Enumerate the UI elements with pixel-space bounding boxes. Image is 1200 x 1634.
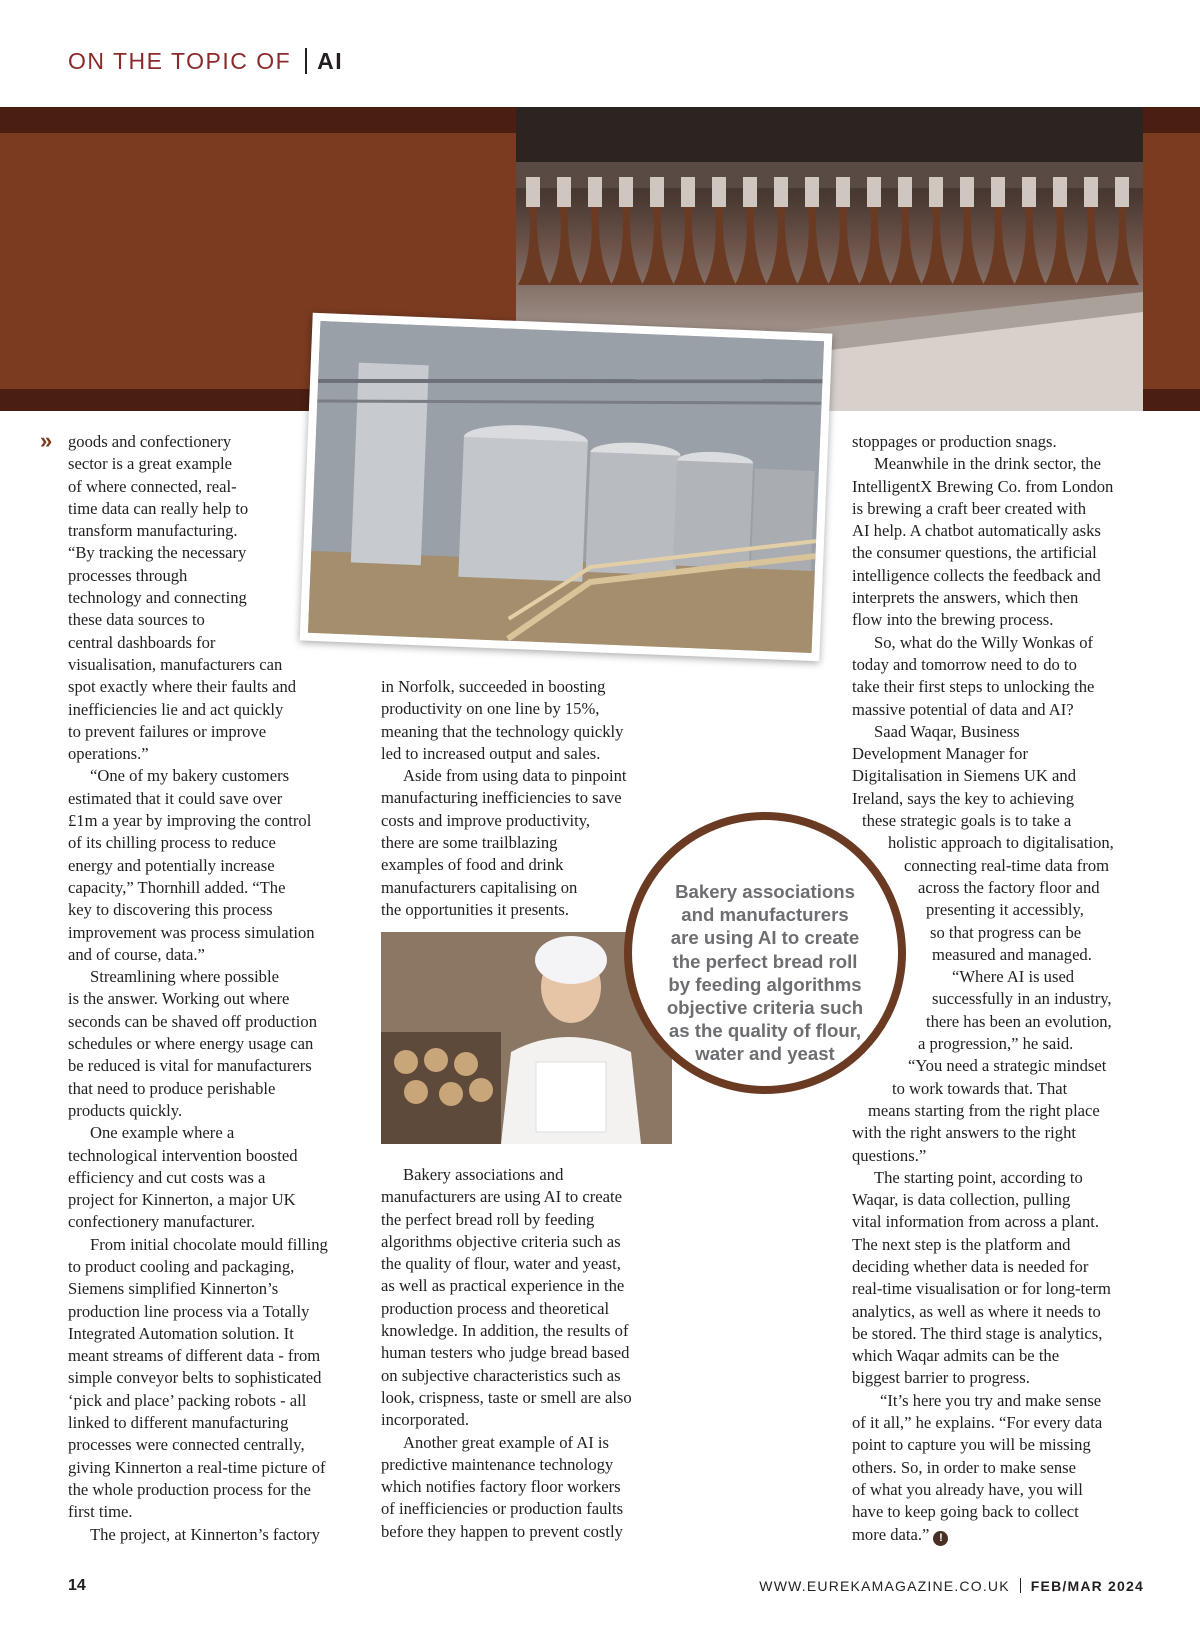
- text-line: algorithms objective criteria such as: [381, 1231, 621, 1251]
- text-line: Development Manager for: [852, 744, 1029, 764]
- text-line: operations.”: [68, 744, 149, 764]
- text-line: sector is a great example: [68, 454, 233, 474]
- chocolate-stream-shape: [1076, 207, 1108, 285]
- text-line: Saad Waqar, Business: [874, 721, 1020, 741]
- nozzle-shape: [774, 177, 788, 207]
- nozzle-shape: [526, 177, 540, 207]
- text-line: Digitalisation in Siemens UK and: [852, 766, 1076, 786]
- text-line: with the right answers to the right: [852, 1123, 1076, 1143]
- text-line: interprets the answers, which then: [852, 588, 1079, 608]
- pull-quote-text: [632, 880, 898, 1066]
- chocolate-stream-shape: [549, 207, 581, 285]
- chocolate-stream-shape: [921, 207, 953, 285]
- text-line: Aside from using data to pinpoint: [403, 766, 627, 786]
- text-line: meant streams of different data - from: [68, 1346, 321, 1366]
- text-line: of where connected, real-: [68, 476, 237, 496]
- text-line: products quickly.: [68, 1100, 183, 1120]
- text-line: Bakery associations and: [403, 1165, 564, 1184]
- chocolate-stream-shape: [797, 207, 829, 285]
- text-line: transform manufacturing.: [68, 521, 238, 541]
- pull-quote-line: the perfect bread roll: [672, 950, 858, 972]
- chocolate-stream-shape: [952, 207, 984, 285]
- text-line: led to increased output and sales.: [381, 743, 601, 763]
- text-line: project for Kinnerton, a major UK: [68, 1190, 296, 1210]
- nozzle-shape: [805, 177, 819, 207]
- text-line: So, what do the Willy Wonkas of: [874, 632, 1094, 652]
- text-line: “It’s here you try and make sense: [880, 1390, 1102, 1410]
- nozzle-shape: [619, 177, 633, 207]
- header-divider: [305, 48, 307, 74]
- text-line: giving Kinnerton a real-time picture of: [68, 1457, 326, 1477]
- page-number: 14: [68, 1577, 86, 1594]
- pull-quote-line: objective criteria such: [666, 997, 864, 1019]
- text-line: “By tracking the necessary: [68, 543, 247, 563]
- text-line: technology and connecting: [68, 588, 247, 608]
- text-line: the perfect bread roll by feeding: [381, 1209, 595, 1229]
- text-line: central dashboards for: [68, 632, 216, 652]
- text-line: processes through: [68, 565, 188, 585]
- nozzle-shape: [991, 177, 1005, 207]
- text-line: Ireland, says the key to achieving: [852, 788, 1075, 808]
- chocolate-stream-shape: [828, 207, 860, 285]
- text-line: there has been an evolution,: [926, 1011, 1112, 1031]
- text-line: to product cooling and packaging,: [68, 1256, 295, 1276]
- text-line: Meanwhile in the drink sector, the: [874, 454, 1101, 474]
- text-line: questions.”: [852, 1145, 927, 1165]
- topic-label: AI: [317, 48, 344, 74]
- text-line: schedules or where energy usage can: [68, 1034, 314, 1054]
- text-line: estimated that it could save over: [68, 788, 283, 808]
- pull-quote-circle: [624, 812, 906, 1094]
- article-column-2-lower: [381, 1164, 673, 1543]
- text-line: “You need a strategic mindset: [908, 1056, 1107, 1076]
- text-line: manufacturers are using AI to create: [381, 1187, 622, 1207]
- text-line: production line process via a Totally: [68, 1301, 310, 1321]
- text-line: and of course, data.”: [68, 944, 205, 964]
- text-line: Another great example of AI is: [403, 1432, 609, 1452]
- text-line: be reduced is vital for manufacturers: [68, 1056, 312, 1076]
- nozzle-shape: [1022, 177, 1036, 207]
- chocolate-stream-shape: [1014, 207, 1046, 285]
- text-line: From initial chocolate mould filling: [90, 1234, 328, 1254]
- text-line: The project, at Kinnerton’s factory: [90, 1524, 320, 1544]
- text-line: The starting point, according to: [874, 1167, 1083, 1187]
- text-line: productivity on one line by 15%,: [381, 699, 600, 719]
- text-line: there are some trailblazing: [381, 833, 558, 853]
- chocolate-stream-shape: [1107, 207, 1139, 285]
- chocolate-stream-shape: [1045, 207, 1077, 285]
- text-line: these data sources to: [68, 610, 205, 630]
- text-line: processes were connected centrally,: [68, 1435, 305, 1455]
- text-line: so that progress can be: [930, 922, 1082, 942]
- text-line: knowledge. In addition, the results of: [381, 1321, 629, 1341]
- text-line: human testers who judge bread based: [381, 1343, 630, 1363]
- text-line: before they happen to prevent costly: [381, 1521, 623, 1541]
- pull-quote-line: Bakery associations: [675, 881, 855, 902]
- chocolate-stream-shape: [642, 207, 674, 285]
- text-line: a progression,” he said.: [918, 1034, 1074, 1054]
- text-line: be stored. The third stage is analytics,: [852, 1323, 1103, 1343]
- text-line: “One of my bakery customers: [90, 766, 290, 786]
- text-line: is the answer. Working out where: [68, 989, 290, 1009]
- text-line: of it all,” he explains. “For every data: [852, 1413, 1103, 1433]
- footer-divider: [1020, 1578, 1021, 1593]
- text-line: the whole production process for the: [68, 1479, 311, 1499]
- nozzle-shape: [836, 177, 850, 207]
- text-line: first time.: [68, 1502, 133, 1522]
- text-line: Siemens simplified Kinnerton’s: [68, 1279, 279, 1299]
- text-line: across the factory floor and: [918, 877, 1100, 897]
- text-line: intelligence collects the feedback and: [852, 565, 1101, 585]
- text-line: The next step is the platform and: [852, 1234, 1071, 1254]
- end-of-article-icon: !: [933, 1531, 948, 1546]
- text-line: IntelligentX Brewing Co. from London: [852, 476, 1114, 496]
- chocolate-stream-shape: [704, 207, 736, 285]
- text-line: deciding whether data is needed for: [852, 1256, 1089, 1276]
- text-line: connecting real-time data from: [904, 855, 1110, 875]
- nozzle-shape: [898, 177, 912, 207]
- nozzle-shape: [867, 177, 881, 207]
- nozzle-shape: [743, 177, 757, 207]
- text-line: goods and confectionery: [68, 432, 232, 451]
- chocolate-stream-shape: [611, 207, 643, 285]
- nozzle-shape: [1115, 177, 1129, 207]
- text-line: of inefficiencies or production faults: [381, 1499, 624, 1519]
- nozzle-shape: [650, 177, 664, 207]
- factory-tanks-illustration: [308, 321, 824, 653]
- text-line: analytics, as well as where it needs to: [852, 1301, 1101, 1321]
- nozzle-shape: [681, 177, 695, 207]
- text-line: measured and managed.: [932, 944, 1092, 964]
- chocolate-stream-shape: [673, 207, 705, 285]
- text-line: examples of food and drink: [381, 855, 564, 875]
- text-line: incorporated.: [381, 1410, 470, 1430]
- continuation-marker: »: [40, 428, 53, 453]
- text-line: technological intervention boosted: [68, 1145, 298, 1165]
- chocolate-stream-shape: [890, 207, 922, 285]
- text-line: seconds can be shaved off production: [68, 1011, 317, 1031]
- chocolate-stream-shape: [518, 207, 550, 285]
- text-line: the opportunities it presents.: [381, 899, 570, 919]
- text-line: vital information from across a plant.: [852, 1212, 1099, 1232]
- text-line: of what you already have, you will: [852, 1479, 1083, 1499]
- text-line: point to capture you will be missing: [852, 1435, 1091, 1455]
- text-line: the quality of flour, water and yeast,: [381, 1254, 621, 1274]
- text-line: is brewing a craft beer created with: [852, 498, 1087, 518]
- text-line: improvement was process simulation: [68, 922, 315, 942]
- text-line: flow into the brewing process.: [852, 610, 1054, 630]
- text-line: look, crispness, taste or smell are also: [381, 1387, 632, 1407]
- chocolate-stream-shape: [580, 207, 612, 285]
- text-line: which Waqar admits can be the: [852, 1346, 1060, 1366]
- text-line: successfully in an industry,: [932, 989, 1112, 1009]
- nozzle-shape: [588, 177, 602, 207]
- nozzle-shape: [712, 177, 726, 207]
- text-line: energy and potentially increase: [68, 855, 275, 875]
- factory-tanks-image: [308, 321, 824, 653]
- text-line: stoppages or production snags.: [852, 432, 1057, 451]
- text-line: AI help. A chatbot automatically asks: [852, 521, 1101, 541]
- text-line: presenting it accessibly,: [926, 900, 1084, 920]
- text-line: manufacturers capitalising on: [381, 877, 578, 897]
- text-line: costs and improve productivity,: [381, 810, 591, 830]
- text-line: today and tomorrow need to do to: [852, 654, 1077, 674]
- text-line: meaning that the technology quickly: [381, 721, 624, 741]
- pull-quote-line: and manufacturers: [681, 904, 849, 926]
- text-line: which notifies factory floor workers: [381, 1477, 621, 1497]
- text-line: Integrated Automation solution. It: [68, 1323, 294, 1343]
- chocolate-stream-shape: [983, 207, 1015, 285]
- text-line: to prevent failures or improve: [68, 721, 267, 741]
- text-line: holistic approach to digitalisation,: [888, 833, 1114, 853]
- text-line: One example where a: [90, 1123, 235, 1143]
- text-line: predictive maintenance technology: [381, 1454, 614, 1474]
- text-line: the consumer questions, the artificial: [852, 543, 1097, 563]
- text-line: time data can really help to: [68, 498, 249, 518]
- pull-quote-line: are using AI to create: [670, 927, 860, 949]
- section-label: ON THE TOPIC OF: [68, 48, 292, 74]
- article-column-2-upper: [381, 676, 673, 921]
- text-line: massive potential of data and AI?: [852, 699, 1074, 719]
- text-line: means starting from the right place: [868, 1100, 1100, 1120]
- pull-quote-line: by feeding algorithms: [668, 973, 862, 995]
- text-line: that need to produce perishable: [68, 1078, 276, 1098]
- text-line: Streamlining where possible: [90, 967, 279, 987]
- article-column-1: [68, 431, 370, 1546]
- text-line: others. So, in order to make sense: [852, 1457, 1076, 1477]
- text-line: key to discovering this process: [68, 900, 273, 920]
- text-line: capacity,” Thornhill added. “The: [68, 877, 286, 897]
- pull-quote-line: as the quality of flour,: [668, 1020, 862, 1042]
- text-line: production process and theoretical: [381, 1298, 610, 1318]
- chocolate-stream-shape: [766, 207, 798, 285]
- text-line: inefficiencies lie and act quickly: [68, 699, 284, 719]
- text-line: manufacturing inefficiencies to save: [381, 788, 622, 808]
- text-line: linked to different manufacturing: [68, 1413, 289, 1433]
- issue-date: FEB/MAR 2024: [1030, 1578, 1144, 1594]
- text-line: biggest barrier to progress.: [852, 1368, 1030, 1388]
- text-line: real-time visualisation or for long-term: [852, 1279, 1111, 1299]
- nozzle-shape: [1084, 177, 1098, 207]
- text-line: confectionery manufacturer.: [68, 1212, 256, 1232]
- text-line: simple conveyor belts to sophisticated: [68, 1368, 322, 1388]
- text-line: Waqar, is data collection, pulling: [852, 1190, 1071, 1210]
- text-line: ‘pick and place’ packing robots - all: [68, 1390, 307, 1410]
- text-line: spot exactly where their faults and: [68, 677, 297, 697]
- nozzle-shape: [960, 177, 974, 207]
- text-line: take their first steps to unlocking the: [852, 677, 1095, 697]
- text-line: to work towards that. That: [892, 1078, 1068, 1098]
- text-line: have to keep going back to collect: [852, 1502, 1079, 1522]
- text-line: on subjective characteristics such as: [381, 1365, 621, 1385]
- chocolate-stream-shape: [735, 207, 767, 285]
- text-line: more data.” !: [852, 1524, 1144, 1546]
- website-url: WWW.EUREKAMAGAZINE.CO.UK: [759, 1578, 1010, 1594]
- text-line: visualisation, manufacturers can: [68, 654, 283, 674]
- text-line: these strategic goals is to take a: [862, 811, 1072, 831]
- nozzle-shape: [1053, 177, 1067, 207]
- factory-tanks-photo: [300, 313, 833, 662]
- pull-quote-line: water and yeast: [695, 1043, 835, 1065]
- footer-info: [759, 1578, 1144, 1594]
- text-line: as well as practical experience in the: [381, 1276, 625, 1296]
- nozzle-shape: [557, 177, 571, 207]
- section-header: [68, 48, 343, 75]
- text-line: £1m a year by improving the control: [68, 811, 312, 831]
- text-line: efficiency and cut costs was a: [68, 1167, 266, 1187]
- text-line: in Norfolk, succeeded in boosting: [381, 677, 606, 696]
- nozzle-shape: [929, 177, 943, 207]
- text-line: of its chilling process to reduce: [68, 833, 276, 853]
- text-line: “Where AI is used: [952, 967, 1075, 987]
- chocolate-stream-shape: [859, 207, 891, 285]
